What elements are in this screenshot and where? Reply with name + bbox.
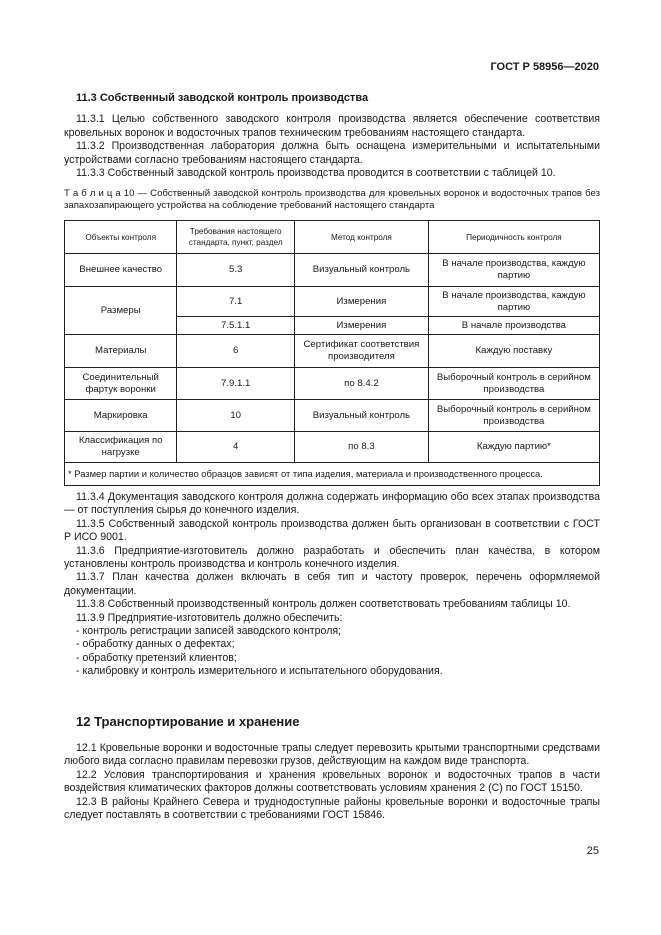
cell-method: Визуальный контроль [295, 254, 429, 287]
cell-object: Размеры [65, 287, 177, 335]
cell-method: по 8.4.2 [295, 368, 429, 400]
column-header: Требования настоящего стандарта, пункт, раздел [177, 221, 295, 254]
table-footnote: * Размер партии и количество образцов зависят от типа изделия, материала и производственного процесса. [65, 463, 600, 486]
cell-period: В начале производства [428, 317, 599, 335]
cell-requirement: 7.5.1.1 [177, 317, 295, 335]
cell-object: Соединительный фартук воронки [65, 368, 177, 400]
cell-period: Каждую поставку [428, 335, 599, 368]
paragraph: 11.3.7 План качества должен включать в себя тип и частоту проверок, перечень оформляемой документации. [64, 571, 600, 597]
document-header: ГОСТ Р 58956—2020 [490, 61, 599, 73]
column-header: Объекты контроля [65, 221, 177, 254]
cell-period: Выборочный контроль в серийном производства [428, 400, 599, 432]
page-number: 25 [586, 845, 599, 857]
table-row [65, 287, 600, 317]
paragraph: 11.3.9 Предприятие-изготовитель должно обеспечить: [76, 611, 343, 624]
cell-requirement: 7.9.1.1 [177, 368, 295, 400]
cell-method: Сертификат соответствия производителя [295, 335, 429, 368]
list-item: - контроль регистрации записей заводского контроля; [76, 625, 342, 638]
paragraph: 11.3.2 Производственная лаборатория должна быть оснащена измерительными и испытательными устройствами согласно требованиям настоящего стандарта. [64, 140, 600, 166]
table-row [65, 368, 600, 400]
paragraph: 12.2 Условия транспортирования и хранения кровельных воронок и водосточных трапов в части воздействия климатических факторов должны соответствовать условиям хранения 2 (С) по ГОСТ 15150. [64, 768, 600, 795]
section-12 [64, 714, 600, 822]
cell-requirement: 4 [177, 432, 295, 463]
paragraph: 11.3.3 Собственный заводской контроль производства проводится в соответствии с таблицей 10. [76, 167, 556, 180]
list-item: - калибровку и контроль измерительного и испытательного оборудования. [76, 665, 443, 678]
cell-method: по 8.3 [295, 432, 429, 463]
section-11-3 [64, 92, 600, 486]
cell-object: Материалы [65, 335, 177, 368]
paragraph: 12.1 Кровельные воронки и водосточные трапы следует перевозить крытыми транспортными средствами любого вида согласно правилам перевозки грузов, действующим на каждом виде транспорта. [64, 742, 600, 768]
table-row [65, 400, 600, 432]
paragraph: 11.3.4 Документация заводского контроля должна содержать информацию обо всех этапах производства — от поступления сырья до конечного изделия. [64, 491, 600, 517]
cell-object: Маркировка [65, 400, 177, 432]
cell-method: Измерения [295, 317, 429, 335]
cell-period: Каждую партию* [428, 432, 599, 463]
cell-method: Визуальный контроль [295, 400, 429, 432]
paragraph: 11.3.5 Собственный заводской контроль производства должен быть организован в соответствии с ГОСТ Р ИСО 9001. [64, 517, 600, 544]
table-footnote-row [65, 463, 600, 486]
paragraph: 11.3.1 Целью собственного заводского контроля производства является обеспечение соответствия кровельных воронок и водосточных трапов техническим требованиям настоящего стандарта. [64, 113, 600, 139]
cell-object: Внешнее качество [65, 254, 177, 287]
section-heading: 11.3 Собственный заводской контроль производства [76, 92, 369, 104]
cell-requirement: 6 [177, 335, 295, 368]
cell-period: В начале производства, каждую партию [428, 287, 599, 317]
paragraph: 11.3.6 Предприятие-изготовитель должно разработать и обеспечить план качества, в котором установлены контроль производства и контроль конечного изделия. [64, 544, 600, 571]
cell-period: В начале производства, каждую партию [428, 254, 599, 287]
cell-object: Классификация по нагрузке [65, 432, 177, 463]
column-header: Метод контроля [295, 221, 429, 254]
table-header-row [65, 221, 600, 254]
cell-requirement: 10 [177, 400, 295, 432]
cell-period: Выборочный контроль в серийном производства [428, 368, 599, 400]
obligations-list [64, 625, 600, 679]
section-heading: 12 Транспортирование и хранение [76, 714, 300, 729]
column-header: Периодичность контроля [428, 221, 599, 254]
table-row [65, 432, 600, 463]
cell-requirement: 7.1 [177, 287, 295, 317]
list-item: - обработку данных о дефектах; [76, 638, 235, 651]
table-caption: Т а б л и ц а 10 — Собственный заводской контроль производства для кровельных воронок и водосточных трапов без запахозапирающего устройства на соблюдение требований настоящего стандарта [64, 188, 600, 212]
section-11-3-continued [64, 491, 600, 679]
paragraph: 12.3 В районы Крайнего Севера и труднодоступные районы кровельные воронки и водосточные трапы следует поставлять в соответствии с требованиями ГОСТ 15846. [64, 795, 600, 822]
table-row [65, 335, 600, 368]
cell-requirement: 5.3 [177, 254, 295, 287]
table-row [65, 254, 600, 287]
list-item: - обработку претензий клиентов; [76, 651, 237, 664]
cell-method: Измерения [295, 287, 429, 317]
paragraph: 11.3.8 Собственный производственный контроль должен соответствовать требованиям таблицы 10. [76, 598, 571, 611]
control-table [64, 220, 600, 486]
